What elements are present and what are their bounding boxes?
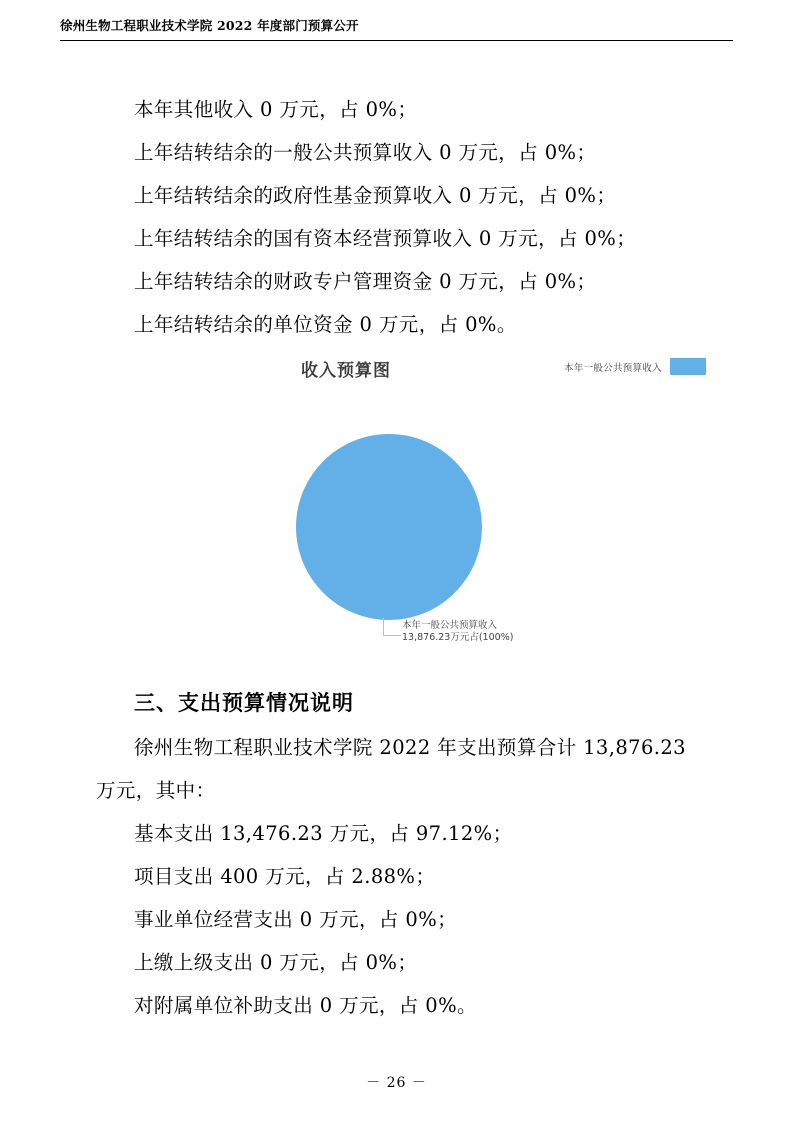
page-number: － 26 －	[366, 1075, 427, 1091]
paragraph-carryover-fiscal-account: 上年结转结余的财政专户管理资金 0 万元，占 0%；	[134, 270, 597, 293]
paragraph-subsidiary-subsidy-expenditure: 对附属单位补助支出 0 万元，占 0%。	[134, 994, 477, 1017]
paragraph-carryover-gov-fund: 上年结转结余的政府性基金预算收入 0 万元，占 0%；	[134, 184, 617, 207]
chart-title: 收入预算图	[301, 361, 391, 381]
paragraph-upper-level-expenditure: 上缴上级支出 0 万元，占 0%；	[134, 951, 418, 974]
section-heading-expenditure: 三、支出预算情况说明	[134, 690, 354, 715]
pie-slice-general-public-income	[296, 434, 482, 620]
pie-data-label-line2: 13,876.23万元占(100%)	[402, 632, 514, 643]
running-header-text: 徐州生物工程职业技术学院 2022 年度部门预算公开	[60, 18, 359, 33]
legend-swatch-general-public-income	[670, 358, 706, 375]
running-header	[60, 16, 733, 41]
pie-data-label-line1: 本年一般公共预算收入	[402, 620, 498, 631]
paragraph-total-expenditure-line2: 万元，其中：	[96, 779, 216, 802]
paragraph-basic-expenditure: 基本支出 13,476.23 万元，占 97.12%；	[134, 822, 513, 845]
paragraph-project-expenditure: 项目支出 400 万元，占 2.88%；	[134, 865, 436, 888]
pie-callout-line	[383, 618, 384, 636]
legend-label-general-public-income: 本年一般公共预算收入	[563, 362, 662, 374]
chart-legend	[564, 358, 706, 375]
income-budget-pie-chart	[96, 350, 706, 680]
page-footer	[0, 1072, 793, 1092]
document-body	[96, 88, 706, 1027]
paragraph-operating-expenditure: 事业单位经营支出 0 万元，占 0%；	[134, 908, 458, 931]
pie-callout-elbow	[383, 635, 401, 636]
paragraph-carryover-general-public: 上年结转结余的一般公共预算收入 0 万元，占 0%；	[134, 141, 597, 164]
paragraph-carryover-state-capital: 上年结转结余的国有资本经营预算收入 0 万元，占 0%；	[134, 227, 637, 250]
paragraph-carryover-unit-fund: 上年结转结余的单位资金 0 万元，占 0%。	[134, 313, 517, 336]
paragraph-total-expenditure-line1: 徐州生物工程职业技术学院 2022 年支出预算合计 13,876.23	[134, 736, 686, 759]
pie-data-label	[402, 620, 513, 644]
paragraph-other-income: 本年其他收入 0 万元，占 0%；	[134, 98, 418, 121]
